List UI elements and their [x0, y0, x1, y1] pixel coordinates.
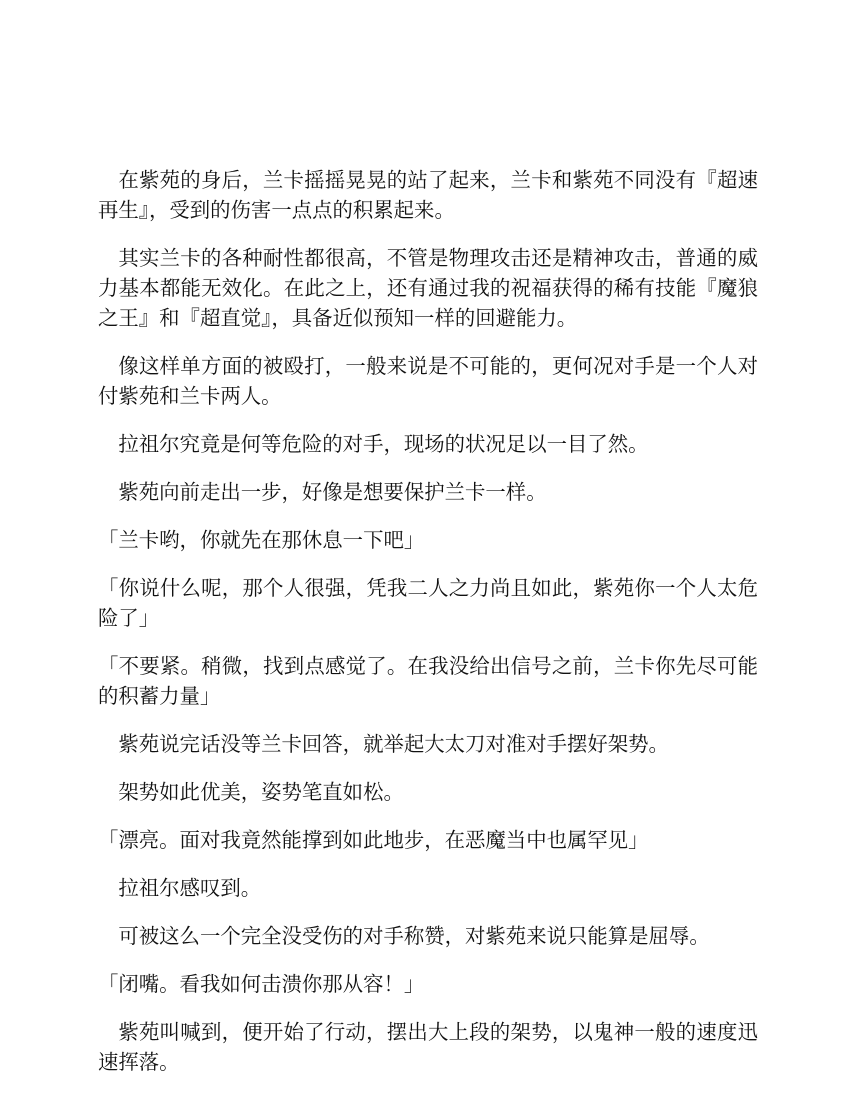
dialogue-line: 「漂亮。面对我竟然能撑到如此地步，在恶魔当中也属罕见」	[98, 828, 649, 852]
dialogue-line: 「不要紧。稍微，找到点感觉了。在我没给出信号之前，兰卡你先尽可能的积蓄力量」	[98, 654, 758, 708]
paragraph: 在紫苑的身后，兰卡摇摇晃晃的站了起来，兰卡和紫苑不同没有『超速再生』，受到的伤害一点点的积累起来。	[98, 168, 758, 222]
paragraph: 紫苑说完话没等兰卡回答，就举起大太刀对准对手摆好架势。	[118, 732, 669, 756]
dialogue-line: 「兰卡哟，你就先在那休息一下吧」	[98, 528, 425, 552]
paragraph: 像这样单方面的被殴打，一般来说是不可能的，更何况对手是一个人对付紫苑和兰卡两人。	[98, 354, 758, 408]
paragraph: 架势如此优美，姿势笔直如松。	[118, 780, 404, 804]
paragraph: 其实兰卡的各种耐性都很高，不管是物理攻击还是精神攻击，普通的威力基本都能无效化。在此之上，还有通过我的祝福获得的稀有技能『魔狼之王』和『超直觉』，具备近似预知一样的回避能力。	[98, 246, 758, 330]
paragraph: 紫苑叫喊到，便开始了行动，摆出大上段的架势，以鬼神一般的速度迅速挥落。	[98, 1020, 758, 1074]
paragraph: 拉祖尔究竟是何等危险的对手，现场的状况足以一目了然。	[118, 432, 649, 456]
dialogue-line: 「你说什么呢，那个人很强，凭我二人之力尚且如此，紫苑你一个人太危险了」	[98, 576, 758, 630]
dialogue-line: 「闭嘴。看我如何击溃你那从容！」	[98, 972, 425, 996]
paragraph: 可被这么一个完全没受伤的对手称赞，对紫苑来说只能算是屈辱。	[118, 924, 710, 948]
paragraph: 紫苑向前走出一步，好像是想要保护兰卡一样。	[118, 480, 547, 504]
document-page	[98, 165, 758, 1077]
paragraph: 拉祖尔感叹到。	[118, 876, 262, 900]
